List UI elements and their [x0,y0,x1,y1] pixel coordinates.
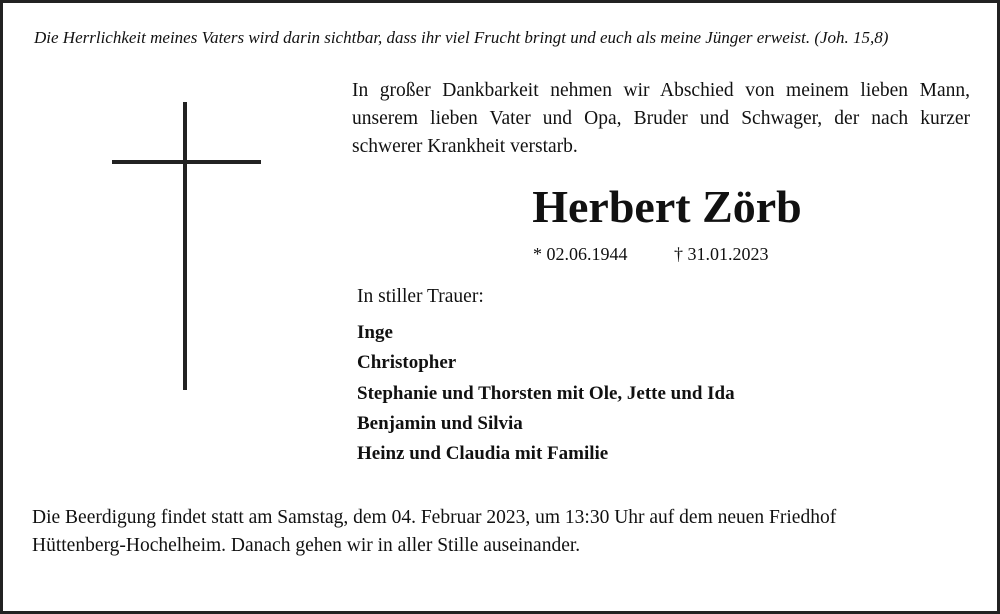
funeral-line: Hüttenberg-Hochelheim. Danach gehen wir in aller Stille auseinander. [32,535,581,556]
life-dates [533,244,769,265]
mourners-list [357,318,735,469]
death-date: † 31.01.2023 [674,244,769,264]
bible-quote: Die Herrlichkeit meines Vaters wird darin sichtbar, dass ihr viel Frucht bringt und euch als meine Jünger erweist. (Joh. 15,8) [34,28,889,47]
birth-date: * 02.06.1944 [533,244,628,264]
cross-horizontal [112,160,261,164]
mourner: Christopher [357,352,457,374]
mourner: Heinz und Claudia mit Familie [357,443,609,465]
mourning-label: In stiller Trauer: [357,286,484,307]
mourner: Benjamin und Silvia [357,412,523,434]
cross-vertical [183,102,187,390]
mourner: Stephanie und Thorsten mit Ole, Jette und Ida [357,382,735,404]
funeral-line: Die Beerdigung findet statt am Samstag, dem 04. Februar 2023, um 13:30 Uhr auf dem neuen Friedhof [32,507,837,528]
intro-text: In großer Dankbarkeit nehmen wir Abschied von meinem lieben Mann, unserem lieben Vater und Opa, Bruder und Schwager, der nach kurzer schwerer Krankheit verstarb. [352,80,970,157]
funeral-info [32,504,972,560]
mourner: Inge [357,322,393,343]
deceased-name: Herbert Zörb [532,181,802,232]
